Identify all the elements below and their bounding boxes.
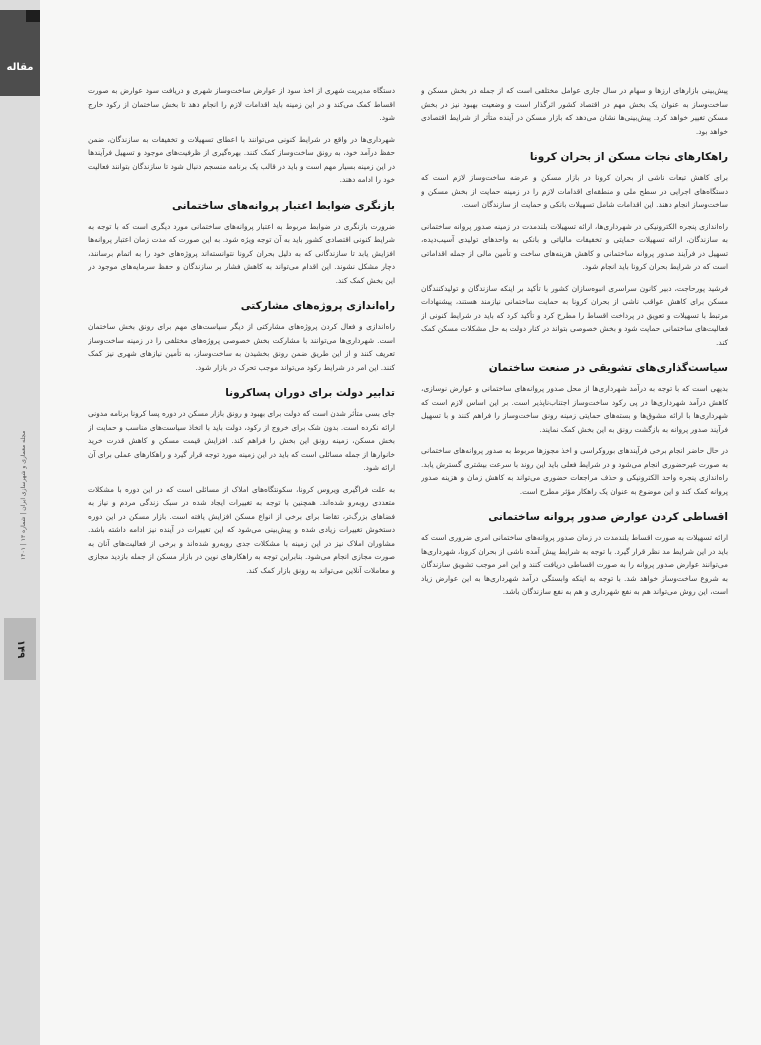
article-body xyxy=(88,84,728,1024)
paragraph: جای بسی متأثر شدن است که دولت برای بهبود و رونق بازار مسکن در دوره پسا کرونا برنامه مدونی ارائه نکرده است. بدون شک برای خروج از رکود، دولت باید با اتخاذ سیاست‌های مناسب و حمایت از بخش مسکن، زمینه رونق این بخش را فراهم کند. افزایش قیمت مسکن و کاهش قدرت خرید خانوارها از جمله مسائلی است که باید در این زمینه مورد توجه قرار گیرد و راهکارهای عملی برای آن ارائه شود. xyxy=(88,409,395,472)
paragraph: شهرداری‌ها در واقع در شرایط کنونی می‌توانند با اعطای تسهیلات و تخفیفات به سازندگان، ضمن حفظ درآمد خود، به رونق ساخت‌وساز کمک کنند. بهره‌گیری از ظرفیت‌های موجود و تسهیل فرآیندها در این زمینه بسیار مهم است و باید در قالب یک برنامه منسجم دنبال شود تا سازندگان بتوانند فعالیت خود را ادامه دهند. xyxy=(88,134,395,184)
column-right xyxy=(421,84,728,1024)
paragraph: بدیهی است که با توجه به درآمد شهرداری‌ها از محل صدور پروانه‌های ساختمانی و عوارض نوسازی، کاهش درآمد شهرداری‌ها در پی رکود ساخت‌وساز اجتناب‌ناپذیر است. بر این اساس لازم است که شهرداری‌ها با ارائه مشوق‌ها و بسته‌های حمایتی زمینه رونق ساخت‌وساز را فراهم کنند و با تسهیل فرآیند صدور پروانه به بازگشت رونق به این بخش کمک نمایند. xyxy=(421,384,728,434)
paragraph: دستگاه مدیریت شهری از اخذ سود از عوارض ساخت‌وساز شهری و دریافت سود عوارض به صورت اقساط کمک می‌کند و در این زمینه باید اقدامات لازم را انجام دهد تا بخش ساختمان از رکود خارج شود. xyxy=(88,86,395,122)
paragraph: برای کاهش تبعات ناشی از بحران کرونا در بازار مسکن و عرضه ساخت‌وساز لازم است که دستگاه‌های اجرایی در سطح ملی و منطقه‌ای اقدامات لازم را در زمینه حمایت از بخش مسکن و ساخت‌وساز انجام دهند. این اقدامات شامل تسهیلات بانکی و حمایت از سازندگان است. xyxy=(421,173,728,209)
paragraph: راه‌اندازی پنجره الکترونیکی در شهرداری‌ها، ارائه تسهیلات بلندمدت در زمینه صدور پروانه ساختمانی به سازندگان، ارائه تسهیلات حمایتی و تخفیفات مالیاتی و بانکی به واحدهای تولیدی آسیب‌دیده، تسهیل در فرآیند صدور پروانه ساختمانی و کاهش هزینه‌های ساخت و تأمین مالی از جمله اقداماتی است که در شرایط بحران کرونا باید انجام شود. xyxy=(421,221,728,271)
section-heading: راه‌اندازی پروژه‌های مشارکتی xyxy=(240,300,395,312)
page-number: ۱۴۹ xyxy=(4,618,36,680)
paragraph: در حال حاضر انجام برخی فرآیندهای بوروکراسی و اخذ مجوزها مربوط به صدور پروانه‌های ساختمانی به صورت غیرحضوری انجام می‌شود و در شرایط فعلی باید این روند با سرعت بیشتری گسترش یابد. راه‌اندازی پنجره واحد الکترونیکی و حذف مراجعات حضوری می‌تواند به کاهش زمان و هزینه صدور پروانه کمک کند و این موضوع به عنوان یک راهکار مؤثر مطرح است. xyxy=(421,446,728,496)
section-heading: بازنگری ضوابط اعتبار پروانه‌های ساختمانی xyxy=(171,199,395,212)
section-heading: راهکارهای نجات مسکن از بحران کرونا xyxy=(529,151,728,163)
paragraph: پیش‌بینی بازارهای ارزها و سهام در سال جاری عوامل مختلفی است که از جمله در بخش مسکن و ساخت‌وساز به عنوان یک بخش مهم در اقتصاد کشور اثرگذار است و وضعیت بهبود نیز در بخش مسکن تغییر خواهد کرد. پیش‌بینی‌ها نشان می‌دهد که بازار مسکن در آینده متأثر از شرایط اقتصادی خواهد بود. xyxy=(421,86,728,136)
paragraph: ضرورت بازنگری در ضوابط مربوط به اعتبار پروانه‌های ساختمانی مورد دیگری است که با توجه به شرایط کنونی اقتصادی کشور باید به آن توجه ویژه شود. به این صورت که مدت زمان اعتبار پروانه‌ها افزایش یابد تا سازندگانی که به دلیل بحران کرونا نتوانسته‌اند پروژه‌های خود را به اتمام برسانند، دچار مشکل نشوند. این اقدام می‌تواند به کاهش فشار بر سازندگان و حفظ سرمایه‌های موجود در این بخش کمک کند. xyxy=(88,221,395,285)
paragraph: راه‌اندازی و فعال کردن پروژه‌های مشارکتی از دیگر سیاست‌های مهم برای رونق بخش ساختمان است. شهرداری‌ها می‌توانند با مشارکت بخش خصوصی پروژه‌های مختلفی را در زمینه ساخت‌وساز تعریف کنند و از این طریق ضمن رونق بخشیدن به ساخت‌وساز، به تأمین نیازهای شهری نیز کمک کنند. این امر در شرایط رکود می‌تواند موجب تحرک در بازار شود. xyxy=(88,322,395,372)
section-tab-label: مقاله xyxy=(6,62,34,73)
section-heading: اقساطی کردن عوارض صدور پروانه ساختمانی xyxy=(488,511,728,523)
column-left xyxy=(88,84,395,1024)
section-heading: سیاست‌گذاری‌های تشویقی در صنعت ساختمان xyxy=(488,362,728,374)
paragraph: فرشید پورحاجت، دبیر کانون سراسری انبوه‌سازان کشور با تأکید بر اینکه سازندگان و تولیدکنندگان مسکن برای کاهش عواقب ناشی از بحران کرونا به حمایت ساختمانی نیازمند هستند، پیشنهادات مرتبط با تسهیلات و تعویق در پرداخت اقساط را مطرح کرد و تأکید کرد که باید در شرایط کنونی از فعالیت‌های ساختمانی حمایت شود و بخش خصوصی بتواند در کنار دولت به حل مشکلات مسکن کمک کند. xyxy=(421,283,728,347)
section-tab xyxy=(0,10,40,96)
sidebar xyxy=(0,0,40,1045)
paragraph: به علت فراگیری ویروس کرونا، سکونتگاه‌های املاک از مسائلی است که در این دوره با مشکلات متعددی روبه‌رو شده‌اند. همچنین با توجه به تغییرات ایجاد شده در سبک زندگی مردم و نیاز به فضاهای بزرگ‌تر، تقاضا برای برخی از انواع مسکن افزایش یافته است. بازار مسکن در این دوره دستخوش تغییرات زیادی شده و پیش‌بینی می‌شود که این تغییرات در آینده نیز ادامه داشته باشد. مشاوران املاک نیز در این زمینه با مشکلات جدی روبه‌رو شده‌اند و برخی از فعالیت‌های آنان به صورت مجازی انجام می‌شود. بنابراین توجه به راهکارهای نوین در بازار مسکن از جمله بازدید مجازی و معاملات آنلاین می‌تواند به رونق بازار کمک کند. xyxy=(88,484,395,575)
journal-info: مجله معماری و شهرسازی ایران | شماره ۱۳ | ۱۴۰۱ xyxy=(20,430,27,560)
paragraph: ارائه تسهیلات به صورت اقساط بلندمدت در زمان صدور پروانه‌های ساختمانی امری ضروری است که باید در این شرایط مد نظر قرار گیرد. با توجه به شرایط پیش آمده ناشی از بحران کرونا، شهرداری‌ها می‌توانند عوارض صدور پروانه را به صورت اقساطی دریافت کنند و این امر موجب تشویق سازندگان به شروع ساخت‌وساز خواهد شد. با توجه به اینکه وابستگی درآمد شهرداری‌ها به این عوارض زیاد است، این روش می‌تواند هم به نفع شهرداری و هم به نفع سازندگان باشد. xyxy=(421,533,728,596)
section-heading: تدابیر دولت برای دوران پسا‌کرونا xyxy=(225,387,395,399)
tab-corner-mark xyxy=(26,10,40,22)
